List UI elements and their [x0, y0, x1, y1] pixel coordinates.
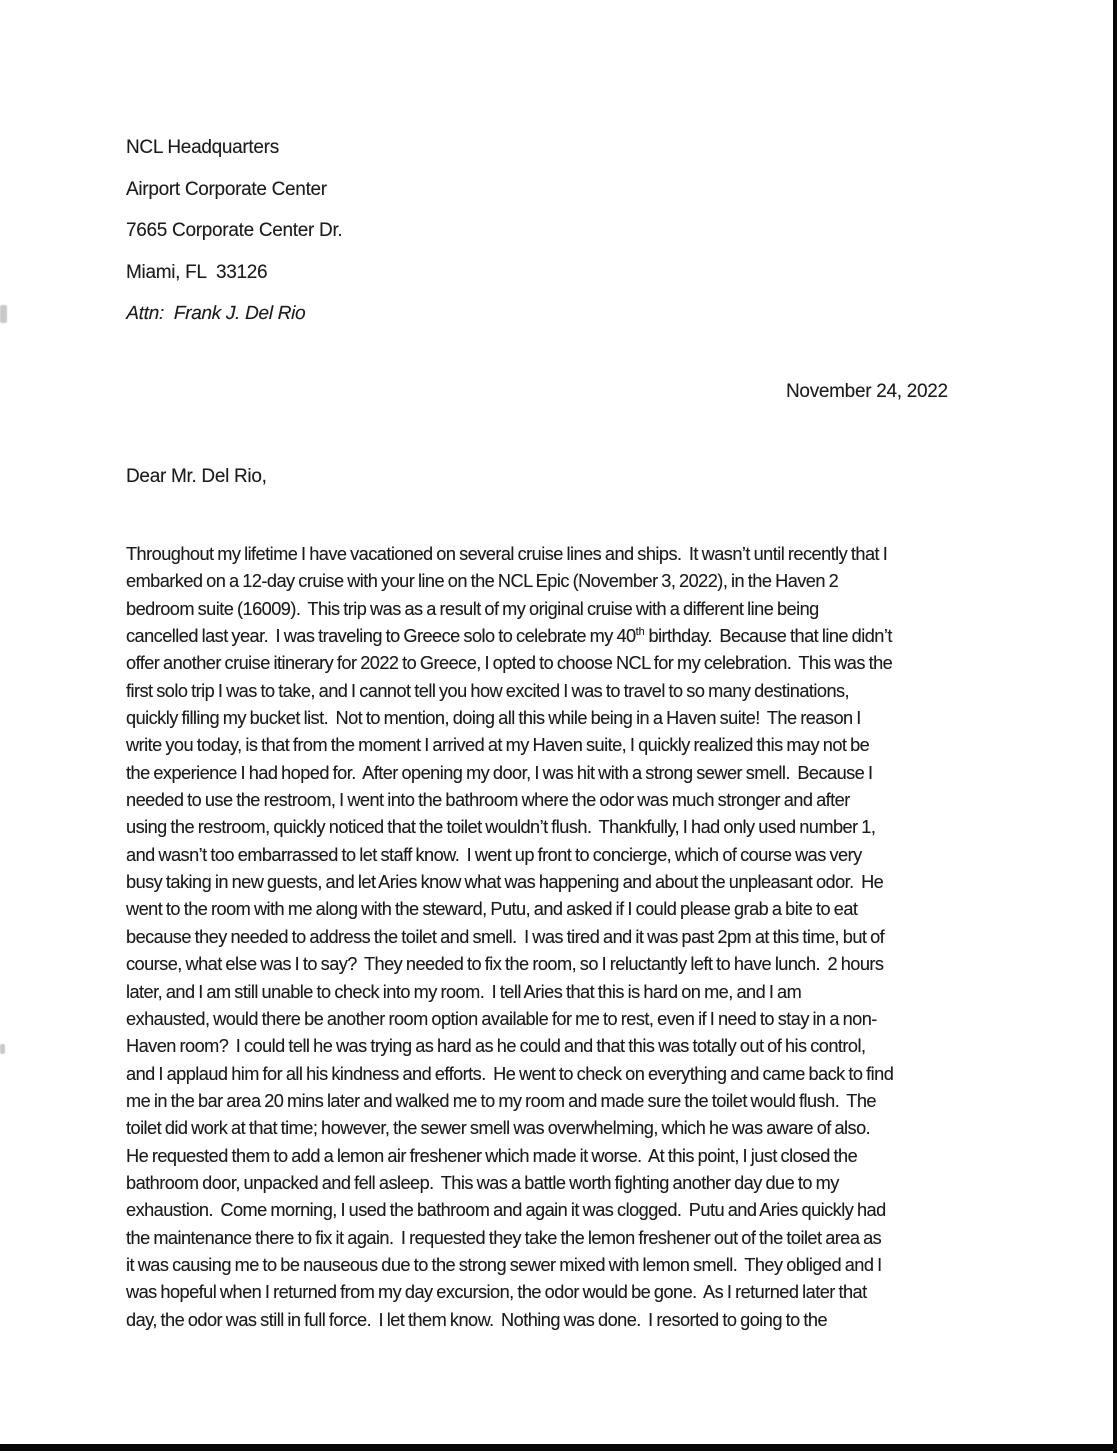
body-line: bedroom suite (16009). This trip was as a result of my original cruise with a different line being [126, 598, 819, 619]
body-line: was hopeful when I returned from my day excursion, the odor would be gone. As I returned later that [126, 1282, 867, 1303]
body-line: needed to use the restroom, I went into the bathroom where the odor was much stronger and after [126, 790, 850, 811]
recipient-address-line: Miami, FL 33126 [126, 261, 268, 283]
body-line: Throughout my lifetime I have vacationed on several cruise lines and ships. It wasn’t until recently that I [126, 544, 888, 564]
body-line: exhausted, would there be another room option available for me to rest, even if I need to stay in a non- [126, 1008, 877, 1029]
letter-date: November 24, 2022 [786, 381, 948, 402]
body-line: the experience I had hoped for. After opening my door, I was hit with a strong sewer smell. Because I [126, 762, 873, 783]
body-line: went to the room with me along with the steward, Putu, and asked if I could please grab a bite to eat [126, 899, 858, 920]
scan-edge-bottom-artifact [0, 1444, 1117, 1451]
body-line: exhaustion. Come morning, I used the bathroom and again it was clogged. Putu and Aries quickly had [126, 1200, 886, 1221]
body-line: and wasn’t too embarrassed to let staff know. I went up front to concierge, which of course was very [126, 844, 862, 865]
body-line: embarked on a 12-day cruise with your line on the NCL Epic (November 3, 2022), in the Haven 2 [126, 571, 839, 592]
body-line: busy taking in new guests, and let Aries know what was happening and about the unpleasant odor. He [126, 872, 884, 893]
scan-edge-right-artifact [1113, 0, 1117, 1453]
body-line: me in the bar area 20 mins later and walked me to my room and made sure the toilet would flush. The [126, 1090, 876, 1111]
body-line: write you today, is that from the moment I arrived at my Haven suite, I quickly realized this may not be [126, 735, 870, 756]
body-line: it was causing me to be nauseous due to the strong sewer mixed with lemon smell. They obliged and I [126, 1254, 882, 1275]
recipient-address-block [126, 127, 342, 335]
body-line: later, and I am still unable to check into my room. I tell Aries that this is hard on me, and I am [126, 981, 802, 1002]
body-line: cancelled last year. I was traveling to Greece solo to celebrate my 40th birthday. Because that line didn’t [126, 625, 892, 647]
recipient-address-line: NCL Headquarters [126, 137, 279, 158]
body-line: quickly filling my bucket list. Not to mention, doing all this while being in a Haven suite! The reason I [126, 708, 861, 729]
body-line: using the restroom, quickly noticed that the toilet wouldn’t flush. Thankfully, I had only used number 1, [126, 817, 876, 838]
scan-smudge-artifact [0, 1044, 5, 1054]
body-line: toilet did work at that time; however, the sewer smell was overwhelming, which he was aware of also. [126, 1118, 871, 1139]
body-line: day, the odor was still in full force. I let them know. Nothing was done. I resorted to going to the [126, 1309, 828, 1330]
recipient-address-line: Attn: Frank J. Del Rio [126, 303, 306, 324]
body-line: and I applaud him for all his kindness and efforts. He went to check on everything and came back to find [126, 1063, 894, 1084]
body-line: because they needed to address the toilet and smell. I was tired and it was past 2pm at this time, but of [126, 926, 885, 947]
body-line: offer another cruise itinerary for 2022 to Greece, I opted to choose NCL for my celebration. This was the [126, 653, 893, 674]
recipient-address-line: Airport Corporate Center [126, 178, 327, 200]
recipient-address-line: 7665 Corporate Center Dr. [126, 220, 343, 241]
body-line: bathroom door, unpacked and fell asleep. This was a battle worth fighting another day due to my [126, 1172, 839, 1193]
body-line: first solo trip I was to take, and I cannot tell you how excited I was to travel to so many destinations, [126, 680, 850, 701]
body-line: the maintenance there to fix it again. I requested they take the lemon freshener out of the toilet area as [126, 1227, 882, 1248]
scan-smudge-artifact [0, 305, 7, 323]
salutation: Dear Mr. Del Rio, [126, 466, 267, 487]
letter-body [126, 541, 893, 1334]
body-line: Haven room? I could tell he was trying as hard as he could and that this was totally out of his control, [126, 1036, 866, 1057]
body-line: course, what else was I to say? They needed to fix the room, so I reluctantly left to have lunch. 2 hours [126, 954, 884, 975]
body-line: He requested them to add a lemon air freshener which made it worse. At this point, I just closed the [126, 1145, 858, 1166]
